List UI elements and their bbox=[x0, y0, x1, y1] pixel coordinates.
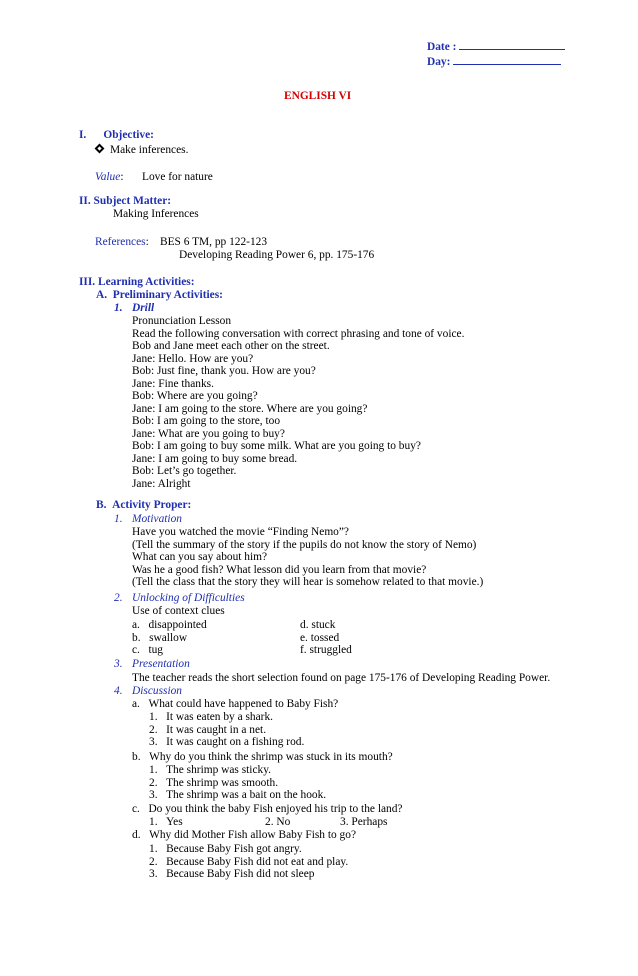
drill-line: Bob and Jane meet each other on the street. bbox=[132, 340, 330, 352]
learning-activities-heading: III. Learning Activities: bbox=[79, 276, 195, 288]
vocab-item: d. stuck bbox=[300, 619, 336, 631]
discussion-number: 4. bbox=[114, 685, 123, 697]
references-colon: : bbox=[145, 236, 149, 248]
dialogue-line: Jane: What are you going to buy? bbox=[132, 427, 285, 440]
motivation-text bbox=[132, 526, 483, 589]
answer-option: 3. The shrimp was a bait on the hook. bbox=[149, 789, 327, 801]
date-blank bbox=[459, 40, 565, 50]
drill-number: 1. bbox=[114, 302, 123, 314]
answer-option: 3. Perhaps bbox=[340, 816, 388, 828]
presentation-title: Presentation bbox=[132, 658, 190, 670]
dialogue-line: Bob: I am going to the store, too bbox=[132, 415, 281, 427]
drill-line: Read the following conversation with correct phrasing and tone of voice. bbox=[132, 327, 465, 340]
date-label: Date : bbox=[427, 41, 457, 53]
subject-matter-heading: II. Subject Matter: bbox=[79, 195, 172, 207]
page-title: ENGLISH VI bbox=[284, 90, 352, 102]
dialogue-line: Jane: Fine thanks. bbox=[132, 377, 214, 390]
vocab-item: a. disappointed bbox=[132, 619, 207, 631]
answer-option: 1. Because Baby Fish got angry. bbox=[149, 843, 302, 855]
motivation-number: 1. bbox=[114, 513, 123, 525]
answer-option: 3. Because Baby Fish did not sleep bbox=[149, 868, 315, 880]
date-line bbox=[427, 40, 565, 54]
preliminary-activities-heading: A. Preliminary Activities: bbox=[96, 289, 223, 301]
motivation-line: (Tell the summary of the story if the pupils do not know the story of Nemo) bbox=[132, 538, 477, 551]
dialogue-line: Bob: I am going to buy some milk. What are you going to buy? bbox=[132, 440, 421, 452]
presentation-number: 3. bbox=[114, 658, 123, 670]
question-d: d. Why did Mother Fish allow Baby Fish to go? bbox=[132, 829, 357, 841]
motivation-line: Was he a good fish? What lesson did you learn from that movie? bbox=[132, 563, 427, 576]
answer-option: 3. It was caught on a fishing rod. bbox=[149, 736, 305, 748]
vocab-item: c. tug bbox=[132, 644, 164, 656]
diamond-bullet-icon bbox=[95, 144, 105, 154]
motivation-line: (Tell the class that the story they will hear is somehow related to that movie.) bbox=[132, 576, 484, 588]
question-a-options bbox=[149, 711, 304, 749]
motivation-line: What can you say about him? bbox=[132, 551, 268, 563]
question-b-options bbox=[149, 764, 326, 802]
dialogue-line: Jane: I am going to the store. Where are you going? bbox=[132, 402, 368, 415]
answer-option: 1. Yes bbox=[149, 816, 183, 828]
subject-topic: Making Inferences bbox=[113, 208, 199, 220]
drill-title: Drill bbox=[132, 302, 155, 314]
answer-option: 2. No bbox=[265, 816, 291, 828]
dialogue-line: Bob: Let’s go together. bbox=[132, 465, 237, 477]
drill-line: Pronunciation Lesson bbox=[132, 315, 232, 327]
answer-option: 2. The shrimp was smooth. bbox=[149, 776, 279, 789]
vocab-left-column bbox=[132, 619, 207, 657]
unlocking-title: Unlocking of Difficulties bbox=[132, 592, 245, 604]
answer-option: 2. Because Baby Fish did not eat and play. bbox=[149, 855, 349, 868]
value-colon: : bbox=[120, 171, 124, 183]
drill-text bbox=[132, 315, 464, 490]
answer-option: 2. It was caught in a net. bbox=[149, 723, 267, 736]
dialogue-line: Jane: Hello. How are you? bbox=[132, 352, 254, 365]
unlocking-number: 2. bbox=[114, 592, 123, 604]
presentation-text: The teacher reads the short selection found on page 175-176 of Developing Reading Power. bbox=[132, 672, 551, 684]
question-d-options bbox=[149, 843, 348, 881]
dialogue-line: Bob: Just fine, thank you. How are you? bbox=[132, 365, 316, 377]
question-b: b. Why do you think the shrimp was stuck in its mouth? bbox=[132, 751, 393, 763]
dialogue-line: Bob: Where are you going? bbox=[132, 390, 258, 402]
activity-proper-heading: B. Activity Proper: bbox=[96, 499, 192, 511]
unlocking-intro: Use of context clues bbox=[132, 605, 225, 617]
vocab-right-column bbox=[300, 619, 352, 657]
vocab-item: b. swallow bbox=[132, 631, 188, 644]
answer-option: 1. The shrimp was sticky. bbox=[149, 764, 272, 776]
motivation-title: Motivation bbox=[132, 513, 182, 525]
value-line bbox=[95, 171, 123, 184]
value-text: Love for nature bbox=[142, 171, 213, 183]
vocab-item: e. tossed bbox=[300, 631, 340, 644]
objective-bullet bbox=[96, 144, 188, 157]
dialogue-line: Jane: I am going to buy some bread. bbox=[132, 452, 298, 465]
day-blank bbox=[453, 55, 561, 65]
discussion-title: Discussion bbox=[132, 685, 182, 697]
vocab-item: f. struggled bbox=[300, 644, 352, 656]
objective-bullet-text: Make inferences. bbox=[110, 144, 189, 156]
reference-1: BES 6 TM, pp 122-123 bbox=[160, 236, 268, 248]
day-line bbox=[427, 55, 561, 69]
question-a: a. What could have happened to Baby Fish? bbox=[132, 698, 339, 710]
reference-2: Developing Reading Power 6, pp. 175-176 bbox=[179, 249, 375, 261]
objective-heading: I. Objective: bbox=[79, 129, 154, 141]
references-label: References bbox=[95, 236, 146, 248]
references-line bbox=[95, 236, 149, 249]
answer-option: 1. It was eaten by a shark. bbox=[149, 711, 273, 723]
value-label: Value bbox=[95, 171, 121, 183]
day-label: Day: bbox=[427, 56, 451, 68]
motivation-line: Have you watched the movie “Finding Nemo”? bbox=[132, 526, 349, 538]
question-c: c. Do you think the baby Fish enjoyed his trip to the land? bbox=[132, 803, 403, 815]
dialogue-line: Jane: Alright bbox=[132, 477, 191, 490]
